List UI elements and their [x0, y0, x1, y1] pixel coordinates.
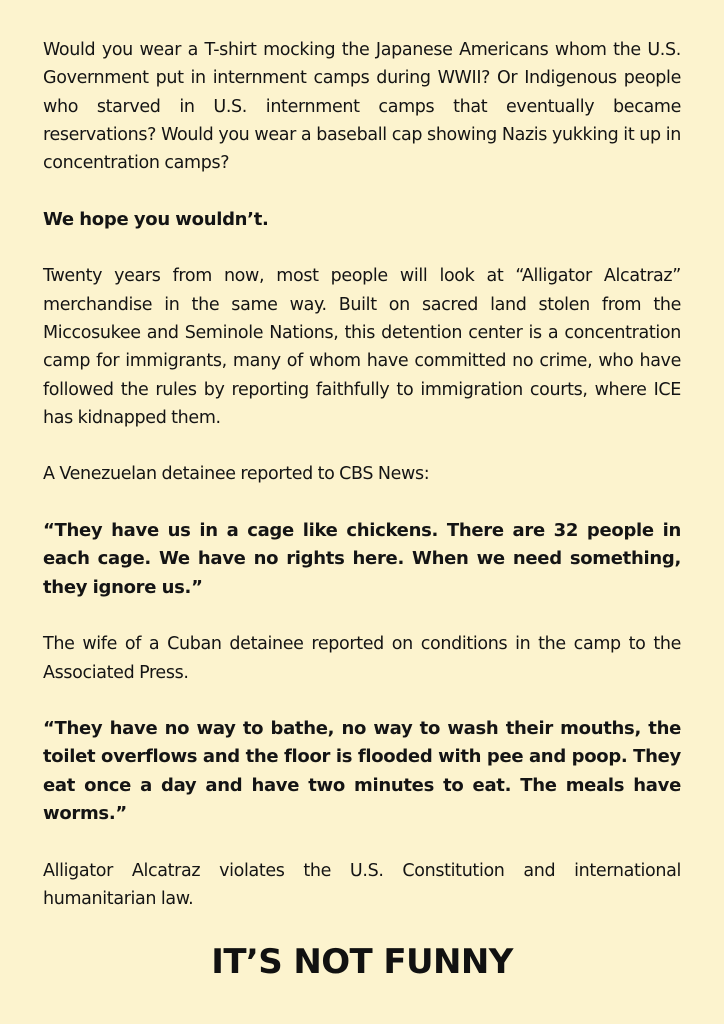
cuban-detainee-wife-quote: “They have no way to bathe, no way to wash their mouths, the toilet overflows and the floor is flooded with pee and poop. They eat once a day and have two minutes to eat. The meals have worms.” [43, 718, 681, 825]
alligator-alcatraz-paragraph: Twenty years from now, most people will look at “Alligator Alcatraz” merchandise in the same way. Built on sacred land stolen from the Miccosukee and Seminole Nations, this detention center is a concentration camp for immigrants, many of whom have committed no crime, who have followed the rules by reporting faithfully to immigration courts, where ICE has kidnapped them. [43, 266, 681, 428]
venezuelan-detainee-intro: A Venezuelan detainee reported to CBS News: [43, 464, 430, 485]
cuban-detainee-wife-intro: The wife of a Cuban detainee reported on conditions in the camp to the Associated Press. [43, 634, 681, 683]
headline: IT’S NOT FUNNY [211, 942, 513, 982]
venezuelan-detainee-quote: “They have us in a cage like chickens. There are 32 people in each cage. We have no rights here. When we need something, they ignore us.” [43, 520, 681, 598]
intro-paragraph: Would you wear a T-shirt mocking the Japanese Americans whom the U.S. Government put in internment camps during WWII? Or Indigenous people who starved in U.S. internment camps that eventually became reservations? Would you wear a baseball cap showing Nazis yukking it up in concentration camps? [43, 40, 681, 174]
document-body [43, 36, 681, 913]
constitution-violation-paragraph: Alligator Alcatraz violates the U.S. Constitution and international humanitarian law. [43, 860, 681, 909]
hope-statement: We hope you wouldn’t. [43, 208, 269, 230]
